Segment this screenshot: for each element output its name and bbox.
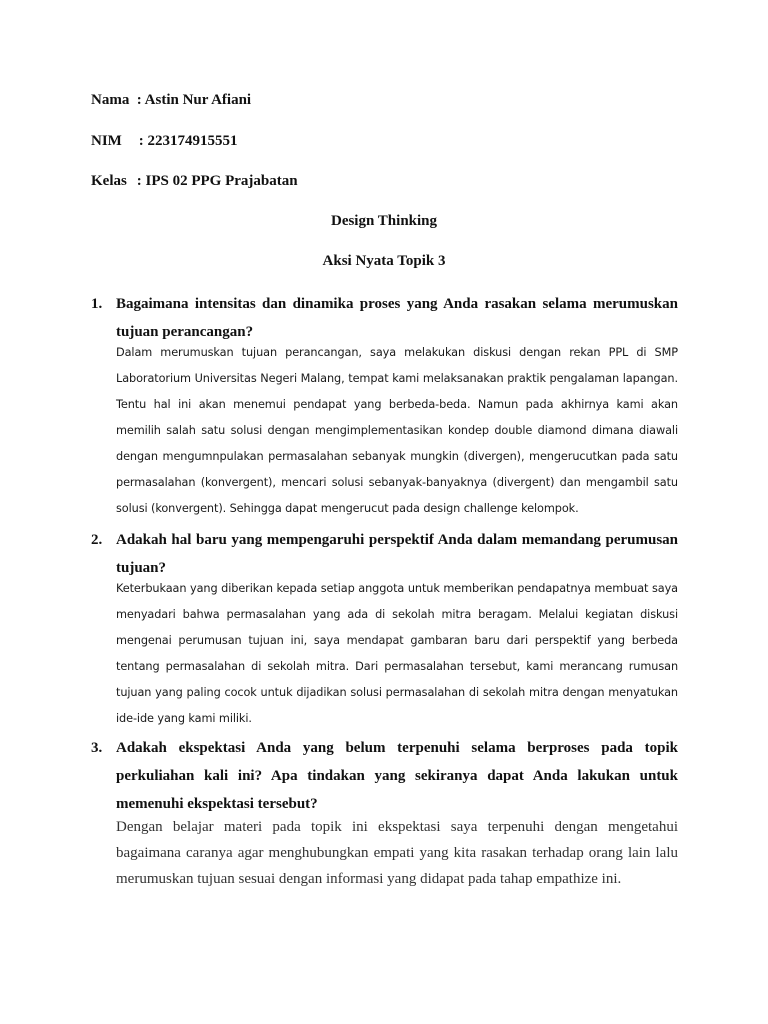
kelas-label: Kelas: [91, 173, 127, 189]
question-1-text: Bagaimana intensitas dan dinamika proses yang Anda rasakan selama merumuskan tujuan perancangan?: [116, 296, 678, 340]
question-1-number: 1.: [91, 296, 103, 312]
nama-line: [91, 92, 251, 109]
kelas-line: [91, 173, 298, 190]
nama-label: Nama: [91, 92, 130, 108]
nim-label: NIM: [91, 133, 122, 149]
document-subtitle: Aksi Nyata Topik 3: [322, 253, 446, 269]
question-2: [91, 526, 678, 582]
nim-value: : 223174915551: [138, 133, 238, 149]
kelas-value: : IPS 02 PPG Prajabatan: [136, 173, 298, 189]
question-3-text: Adakah ekspektasi Anda yang belum terpenuhi selama berproses pada topik perkuliahan kali ini? Apa tindakan yang sekiranya dapat Anda lakukan untuk memenuhi ekspektasi tersebut?: [116, 740, 678, 812]
question-3: [91, 734, 678, 818]
question-3-number: 3.: [91, 740, 103, 756]
answer-2: Keterbukaan yang diberikan kepada setiap anggota untuk memberikan pendapatnya membuat saya menyadari bahwa permasalahan yang ada di sekolah mitra beragam. Melalui kegiatan diskusi mengenai perumusan tujuan ini, saya mendapat gambaran baru dari perspektif yang berbeda tentang permasalahan di sekolah mitra. Dari permasalahan tersebut, kami merancang rumusan tujuan yang paling cocok untuk dijadikan solusi permasalahan di sekolah mitra dengan menyatukan ide-ide yang kami miliki.: [116, 582, 678, 725]
nama-value: : Astin Nur Afiani: [136, 92, 252, 108]
question-1: [91, 290, 678, 346]
question-2-number: 2.: [91, 532, 103, 548]
question-2-text: Adakah hal baru yang mempengaruhi perspektif Anda dalam memandang perumusan tujuan?: [116, 532, 678, 576]
answer-3: Dengan belajar materi pada topik ini ekspektasi saya terpenuhi dengan mengetahui bagaimana caranya agar menghubungkan empati yang kita rasakan terhadap orang lain lalu merumuskan tujuan sesuai dengan informasi yang didapat pada tahap empathize ini.: [116, 819, 678, 887]
nim-line: [91, 133, 238, 150]
document-title: Design Thinking: [330, 213, 438, 229]
answer-1: Dalam merumuskan tujuan perancangan, saya melakukan diskusi dengan rekan PPL di SMP Laboratorium Universitas Negeri Malang, tempat kami melaksanakan praktik pengalaman lapangan. Tentu hal ini akan menemui pendapat yang berbeda-beda. Namun pada akhirnya kami akan memilih salah satu solusi dengan mengimplementasikan kondep double diamond dimana diawali dengan mengumnpulakan permasalahan sebanyak mungkin (divergen), mengerucutkan pada satu permasalahan (konvergent), mencari solusi sebanyak-banyaknya (divergent) dan mengambil satu solusi (konvergent). Sehingga dapat mengerucut pada design challenge kelompok.: [116, 346, 678, 515]
